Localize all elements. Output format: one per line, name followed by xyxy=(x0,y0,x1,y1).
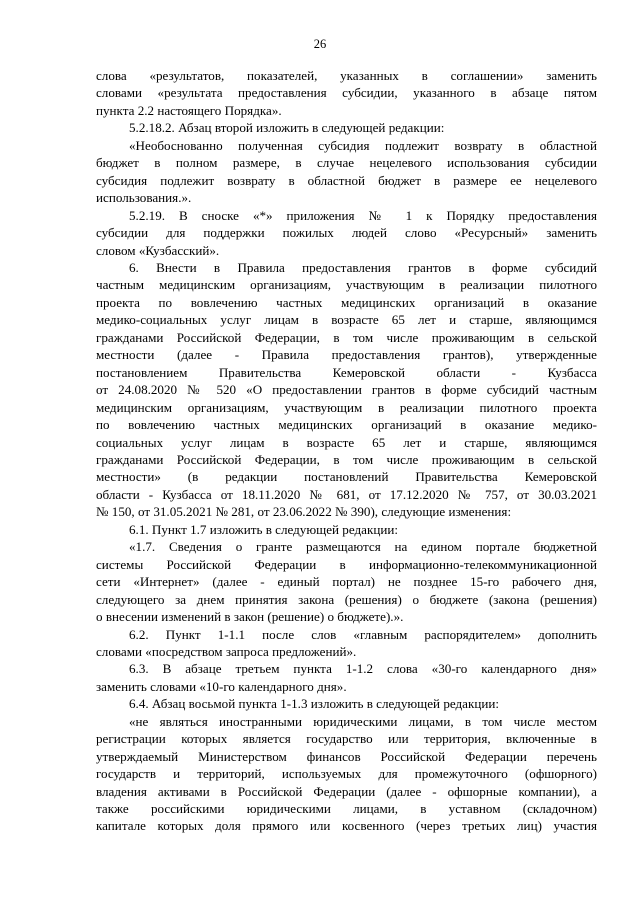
paragraph xyxy=(96,207,597,259)
document-body xyxy=(96,67,597,835)
text-line: по вовлечению частных медицинских организаций в оказание медико- xyxy=(96,417,597,433)
text-line: пункта 2.2 настоящего Порядка». xyxy=(96,102,282,118)
text-line: бюджет в полном размере, в случае нецелевого использования субсидии xyxy=(96,155,597,171)
text-line: 6.2. Пункт 1-1.1 после слов «главным распорядителем» дополнить xyxy=(129,626,597,642)
text-line: проекта по вовлечению частных медицинских организаций в оказание xyxy=(96,294,597,310)
text-line: области - Кузбасса от 18.11.2020 № 681, от 17.12.2020 № 757, от 30.03.2021 xyxy=(96,486,597,502)
text-line: № 150, от 31.05.2021 № 281, от 23.06.2022 № 390), следующие изменения: xyxy=(96,504,512,520)
paragraph xyxy=(96,538,597,625)
text-line: гражданами Российской Федерации, в том числе проживающим в сельской xyxy=(96,451,597,467)
text-line: системы Российской Федерации в информационно-телекоммуникационной xyxy=(96,556,597,572)
text-line: 6.3. В абзаце третьем пункта 1-1.2 слова «30-го календарного дня» xyxy=(129,661,597,677)
paragraph xyxy=(96,626,597,661)
text-line: частным медицинским организациям, участвующим в реализации пилотного xyxy=(96,277,597,293)
text-line: 6. Внести в Правила предоставления грантов в форме субсидий xyxy=(129,259,597,275)
text-line: «не являться иностранными юридическими лицами, в том числе местом xyxy=(129,713,597,729)
paragraph xyxy=(96,713,597,835)
paragraph xyxy=(96,119,597,136)
text-line: медико-социальных услуг лицам в возрасте 65 лет и старше, являющимся xyxy=(96,312,597,328)
text-line: «Необоснованно полученная субсидия подлежит возврату в областной xyxy=(129,137,597,153)
text-line: капитале которых доля прямого или косвенного (через третьих лиц) участия xyxy=(96,818,597,834)
text-line: гражданами Российской Федерации, в том числе проживающим в сельской xyxy=(96,329,597,345)
text-line: сети «Интернет» (далее - единый портал) не позднее 15-го рабочего дня, xyxy=(96,574,597,590)
text-line: местности» (в редакции постановлений Правительства Кемеровской xyxy=(96,469,597,485)
text-line: местности (далее - Правила предоставления грантов), утвержденные xyxy=(96,347,597,363)
text-line: словами «результата предоставления субсидии, указанного в абзаце пятом xyxy=(96,85,597,101)
text-line: медицинским организациям, участвующим в реализации пилотного проекта xyxy=(96,399,597,415)
text-line: 5.2.18.2. Абзац второй изложить в следующей редакции: xyxy=(129,120,445,136)
paragraph xyxy=(96,695,597,712)
text-line: владения активами в Российской Федерации (далее - офшорные компании), а xyxy=(96,783,597,799)
paragraph xyxy=(96,67,597,119)
text-line: субсидии для поддержки пожилых людей слово «Ресурсный» заменить xyxy=(96,225,597,241)
page-number: 26 xyxy=(313,37,327,51)
text-line: заменить словами «10-го календарного дня». xyxy=(96,678,347,694)
text-line: социальных услуг лицам в возрасте 65 лет и старше, являющимся xyxy=(96,434,597,450)
text-line: словом «Кузбасский». xyxy=(96,242,220,258)
text-line: от 24.08.2020 № 520 «О предоставлении грантов в форме субсидий частным xyxy=(96,382,597,398)
paragraph xyxy=(96,137,597,207)
text-line: субсидия подлежит возврату в областной бюджет в размере ее нецелевого xyxy=(96,172,597,188)
text-line: 6.1. Пункт 1.7 изложить в следующей редакции: xyxy=(129,521,398,537)
text-line: 5.2.19. В сноске «*» приложения № 1 к Порядку предоставления xyxy=(129,207,597,223)
paragraph xyxy=(96,521,597,538)
text-line: следующего за днем принятия закона (решения) о бюджете (закона (решения) xyxy=(96,591,597,607)
text-line: 6.4. Абзац восьмой пункта 1-1.3 изложить в следующей редакции: xyxy=(129,696,500,712)
text-line: утверждаемый Министерством финансов Российской Федерации перечень xyxy=(96,748,597,764)
text-line: также российскими юридическими лицами, в уставном (складочном) xyxy=(96,801,597,817)
text-line: о внесении изменений в закон (решение) о бюджете).». xyxy=(96,609,404,625)
text-line: постановлением Правительства Кемеровской области - Кузбасса xyxy=(96,364,597,380)
paragraph xyxy=(96,660,597,695)
text-line: регистрации которых является государство или территория, включенные в xyxy=(96,731,597,747)
text-line: государств и территорий, используемых для промежуточного (офшорного) xyxy=(96,766,597,782)
text-line: слова «результатов, показателей, указанных в соглашении» заменить xyxy=(96,68,597,83)
paragraph xyxy=(96,259,597,521)
text-line: использования.». xyxy=(96,190,192,206)
text-line: «1.7. Сведения о гранте размещаются на едином портале бюджетной xyxy=(129,539,597,555)
text-line: словами «посредством запроса предложений». xyxy=(96,643,357,659)
